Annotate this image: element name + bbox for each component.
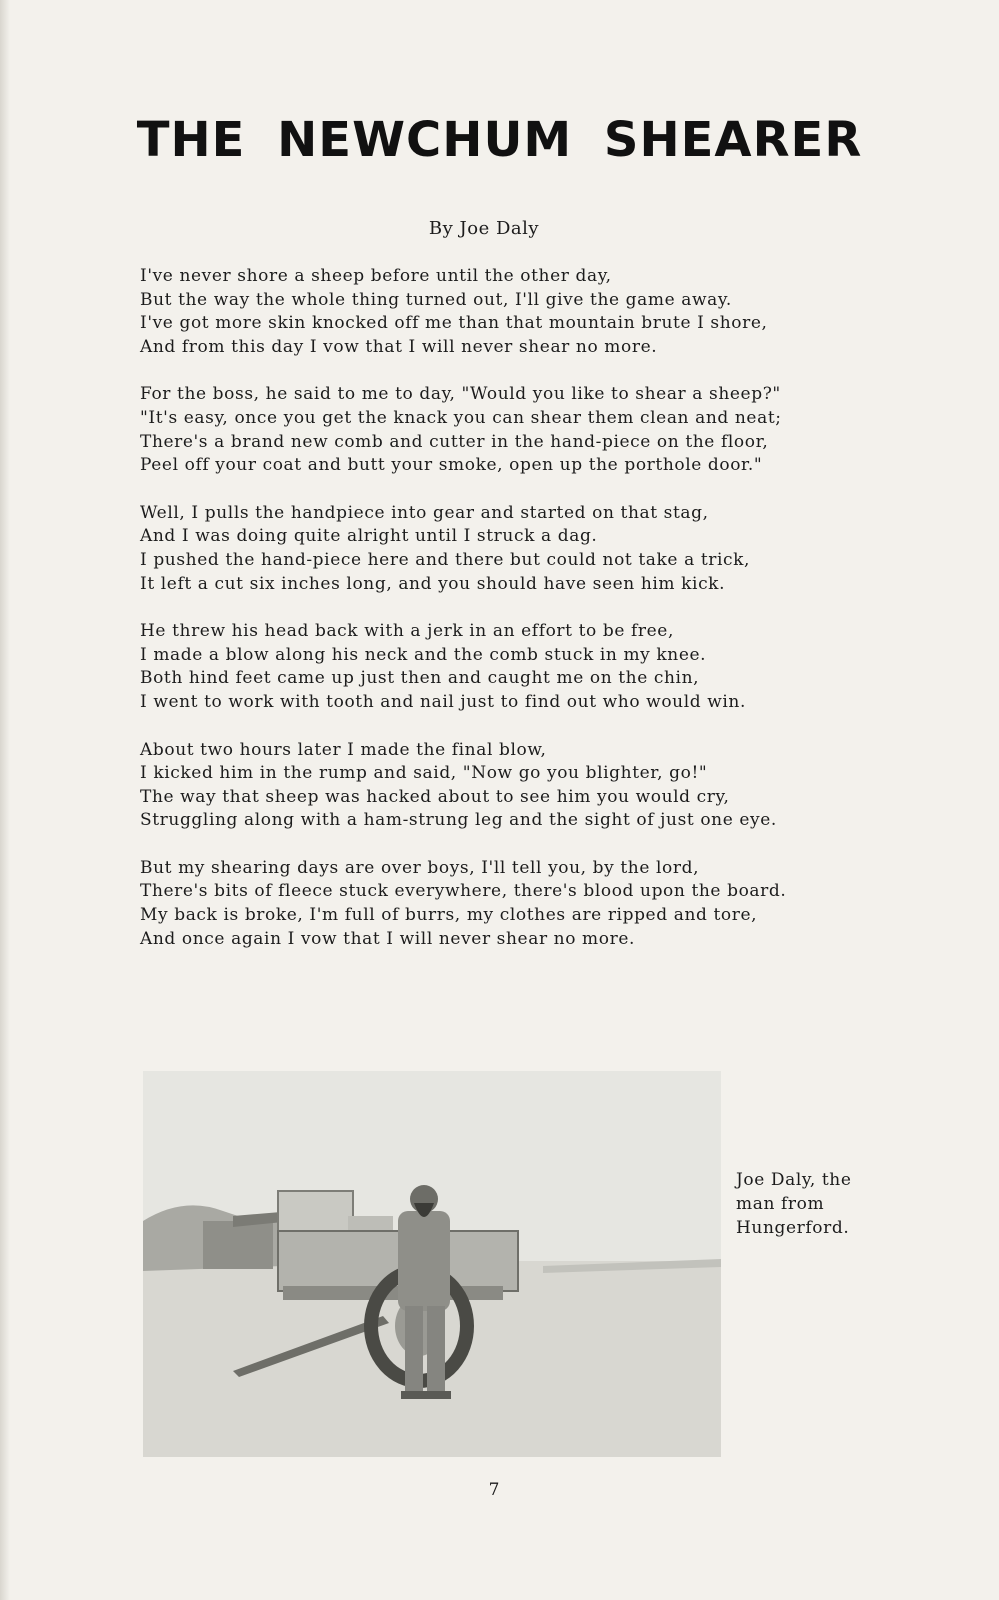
stanza-5 <box>140 739 920 833</box>
poem-line: I went to work with tooth and nail just to find out who would win. <box>140 691 746 712</box>
poem-line: It left a cut six inches long, and you should have seen him kick. <box>140 573 726 594</box>
poem-line: Peel off your coat and butt your smoke, open up the porthole door." <box>140 455 763 476</box>
photo-caption <box>736 1168 886 1240</box>
photo-illustration <box>143 1071 721 1457</box>
caption-line: Hungerford. <box>736 1218 850 1238</box>
poem-line: I've got more skin knocked off me than that mountain brute I shore, <box>140 313 768 334</box>
poem-line: Both hind feet came up just then and caught me on the chin, <box>140 668 700 689</box>
stanza-6 <box>140 857 920 951</box>
poem-line: For the boss, he said to me to day, "Would you like to shear a sheep?" <box>140 384 781 405</box>
page-number: 7 <box>488 1480 500 1500</box>
stanza-3 <box>140 502 920 596</box>
caption-line: man from <box>736 1194 825 1214</box>
stanza-2 <box>140 383 920 477</box>
poem-line: Struggling along with a ham-strung leg and the sight of just one eye. <box>140 810 777 831</box>
caption-line: Joe Daly, the <box>736 1170 852 1190</box>
poem-line: There's a brand new comb and cutter in the hand-piece on the floor, <box>140 431 769 452</box>
poem <box>140 265 920 975</box>
poem-line: I kicked him in the rump and said, "Now go you blighter, go!" <box>140 763 708 784</box>
poem-line: My back is broke, I'm full of burrs, my clothes are ripped and tore, <box>140 905 758 926</box>
poem-line: I made a blow along his neck and the comb stuck in my knee. <box>140 644 707 665</box>
poem-line: And I was doing quite alright until I struck a dag. <box>140 526 598 547</box>
page-edge <box>0 0 10 1600</box>
poem-line: "It's easy, once you get the knack you can shear them clean and neat; <box>140 407 782 428</box>
poem-line: And once again I vow that I will never shear no more. <box>140 928 636 949</box>
stanza-1 <box>140 265 920 359</box>
poem-line: The way that sheep was hacked about to see him you would cry, <box>140 786 730 807</box>
byline: By Joe Daly <box>428 218 540 239</box>
poem-line: Well, I pulls the handpiece into gear and started on that stag, <box>140 502 709 523</box>
poem-line: I pushed the hand-piece here and there but could not take a trick, <box>140 549 751 570</box>
poem-line: There's bits of fleece stuck everywhere, there's blood upon the board. <box>140 881 787 902</box>
poem-line: And from this day I vow that I will never shear no more. <box>140 336 658 357</box>
poem-line: He threw his head back with a jerk in an effort to be free, <box>140 621 674 642</box>
poem-line: But my shearing days are over boys, I'll tell you, by the lord, <box>140 857 700 878</box>
poem-line: About two hours later I made the final blow, <box>140 739 547 760</box>
page-title: THE NEWCHUM SHEARER <box>136 112 863 168</box>
photo-joe-daly <box>143 1071 721 1457</box>
stanza-4 <box>140 620 920 714</box>
poem-line: I've never shore a sheep before until the other day, <box>140 266 612 286</box>
poem-line: But the way the whole thing turned out, I'll give the game away. <box>140 289 732 310</box>
